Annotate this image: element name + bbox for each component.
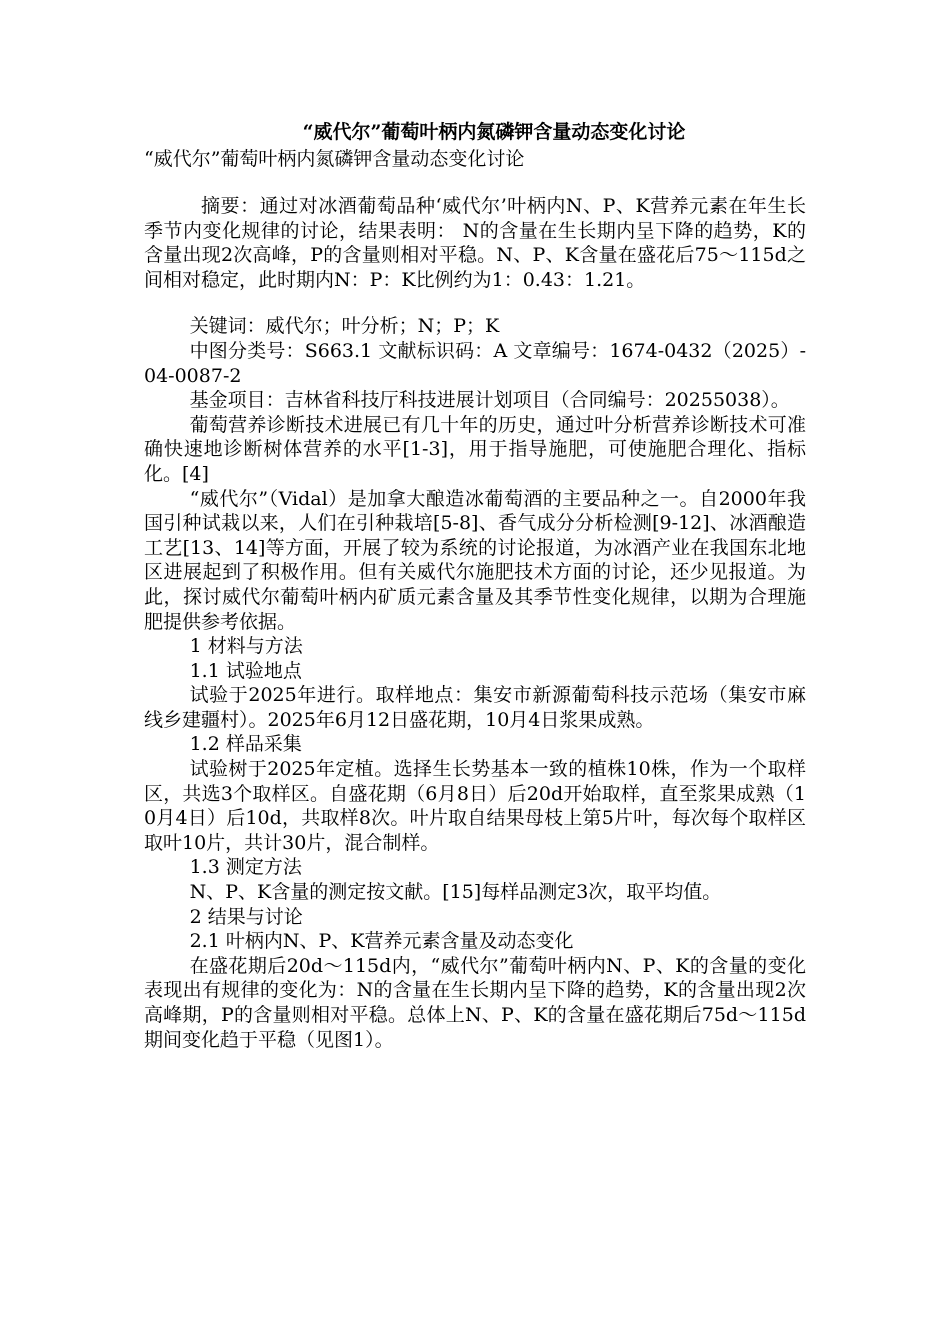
subsection-heading-1-1: 1.1 试验地点 bbox=[189, 659, 302, 682]
intro-paragraph-1: 葡萄营养诊断技术进展已有几十年的历史，通过叶分析营养诊断技术可准确快速地诊断树体营养的水平[1-3]，用于指导施肥，可使施肥合理化、指标化。[4] bbox=[144, 413, 806, 485]
classification-line: 中图分类号：S663.1 文献标识码：A 文章编号：1674-0432（2025）-04-0087-2 bbox=[144, 339, 806, 387]
keywords-line: 关键词：威代尔；叶分析；N；P；K bbox=[189, 315, 500, 338]
body-paragraph-2-1: 在盛花期后20d～115d内，“威代尔”葡萄叶柄内N、P、K的含量的变化表现出有规律的变化为：N的含量在生长期内呈下降的趋势，K的含量出现2次高峰期，P的含量则相对平稳。总体上N、P、K的含量在盛花期后75d～115d期间变化趋于平稳（见图1）。 bbox=[144, 954, 806, 1051]
subsection-heading-1-3: 1.3 测定方法 bbox=[189, 856, 302, 879]
fund-line: 基金项目：吉林省科技厅科技进展计划项目（合同编号：20255038）。 bbox=[189, 389, 790, 412]
body-paragraph-1-3: N、P、K含量的测定按文献。[15]每样品测定3次，取平均值。 bbox=[189, 881, 722, 904]
abstract-paragraph: 摘要：通过对冰酒葡萄品种‘威代尔’叶柄内N、P、K营养元素在年生长季节内变化规律的讨论，结果表明： N的含量在生长期内呈下降的趋势，K的含量出现2次高峰，P的含量则相对平稳。N、P、K含量在盛花后75～115d之间相对稳定，此时期内N：P：K比例约为1：0.43：1.21。 bbox=[144, 195, 806, 291]
document-subtitle: “威代尔”葡萄叶柄内氮磷钾含量动态变化讨论 bbox=[144, 148, 525, 170]
document-title: “威代尔”葡萄叶柄内氮磷钾含量动态变化讨论 bbox=[302, 121, 686, 143]
spacer bbox=[144, 292, 806, 314]
body-paragraph-1-2: 试验树于2025年定植。选择生长势基本一致的植株10株，作为一个取样区，共选3个取样区。自盛花期（6月8日）后20d开始取样，直至浆果成熟（10月4日）后10d，共取样8次。叶片取自结果母枝上第5片叶，每次每个取样区取叶10片，共计30片，混合制样。 bbox=[144, 758, 806, 854]
subsection-heading-1-2: 1.2 样品采集 bbox=[189, 733, 302, 756]
document-page bbox=[144, 118, 806, 1052]
section-heading-1: 1 材料与方法 bbox=[189, 635, 303, 658]
section-heading-2: 2 结果与讨论 bbox=[189, 905, 303, 928]
intro-paragraph-2: “威代尔”（Vidal）是加拿大酿造冰葡萄酒的主要品种之一。自2000年我国引种试栽以来，人们在引种栽培[5-8]、香气成分分析检测[9-12]、冰酒酿造工艺[13、14]等方面，开展了较为系统的讨论报道，为冰酒产业在我国东北地区进展起到了积极作用。但有关威代尔施肥技术方面的讨论，还少见报道。为此，探讨威代尔葡萄叶柄内矿质元素含量及其季节性变化规律，以期为合理施肥提供参考依据。 bbox=[144, 487, 806, 633]
body-paragraph-1-1: 试验于2025年进行。取样地点：集安市新源葡萄科技示范场（集安市麻线乡建疆村）。2025年6月12日盛花期，10月4日浆果成熟。 bbox=[144, 684, 806, 731]
subsection-heading-2-1: 2.1 叶柄内N、P、K营养元素含量及动态变化 bbox=[189, 930, 574, 953]
